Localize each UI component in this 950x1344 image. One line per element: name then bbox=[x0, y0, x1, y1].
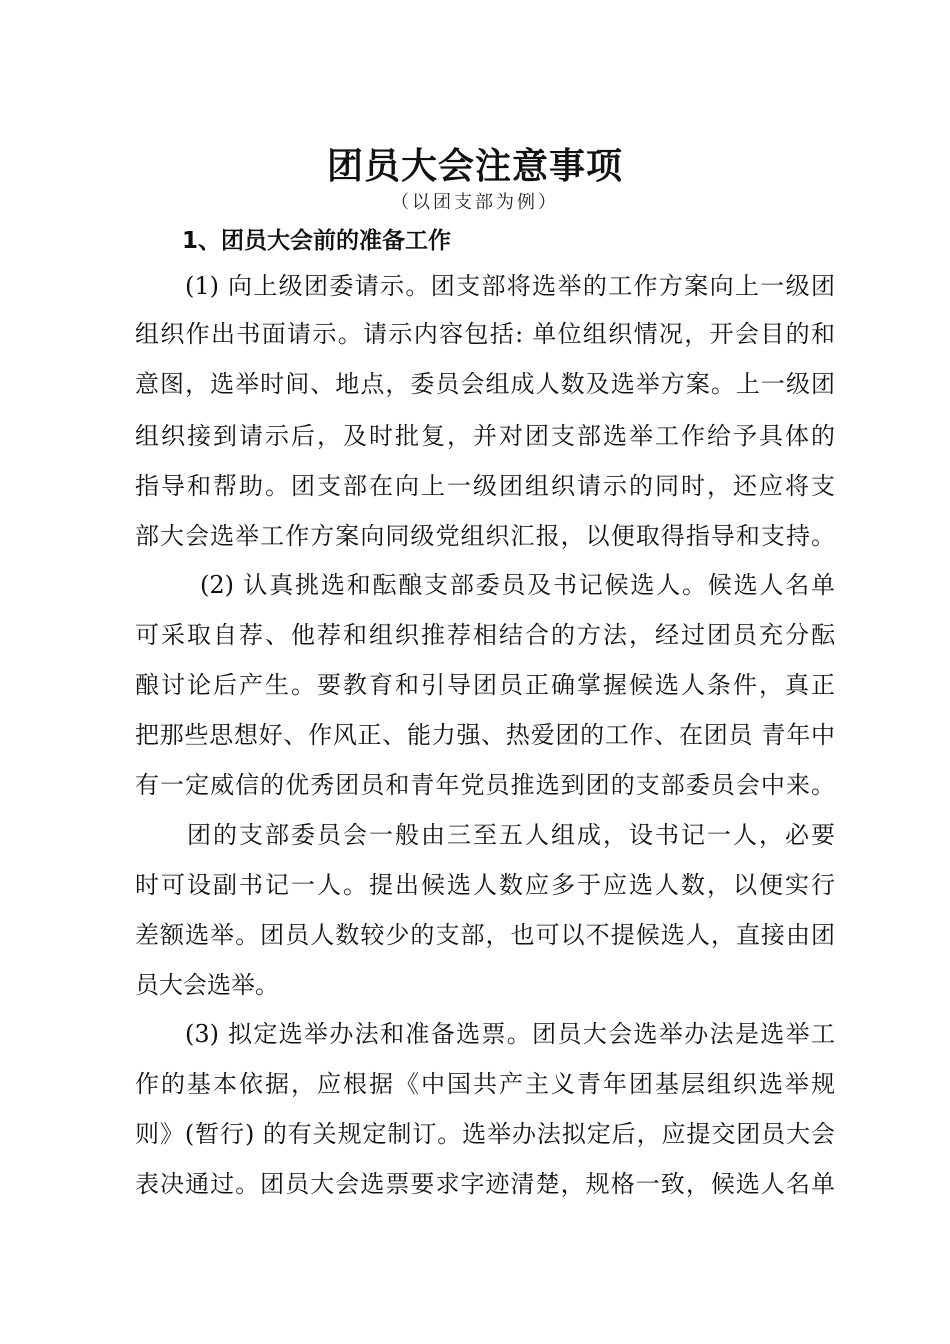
paragraph-line: 团的支部委员会一般由三至五人组成，设书记一人，必要 bbox=[187, 821, 835, 849]
paragraph-line: 把那些思想好、作风正、能力强、热爱团的工作、在团员 青年中 bbox=[135, 721, 835, 749]
paragraph-line: 作的基本依据，应根据《中国共产主义青年团基层组织选举规 bbox=[135, 1070, 835, 1098]
paragraph-line: 组织接到请示后，及时批复，并对团支部选举工作给予具体的 bbox=[135, 422, 835, 450]
section-heading: 1、团员大会前的准备工作 bbox=[182, 228, 452, 254]
paragraph-line: 差额选举。团员人数较少的支部，也可以不提候选人，直接由团 bbox=[135, 921, 835, 949]
document-subtitle: （以团支部为例） bbox=[391, 192, 559, 213]
paragraph-line: 指导和帮助。团支部在向上一级团组织请示的同时，还应将支 bbox=[135, 472, 835, 500]
paragraph-line: 员大会选举。 bbox=[135, 971, 279, 999]
paragraph-line: (1) 向上级团委请示。团支部将选举的工作方案向上一级团 bbox=[185, 272, 835, 300]
paragraph-line: 组织作出书面请示。请示内容包括: 单位组织情况，开会目的和 bbox=[135, 320, 835, 348]
paragraph-line: (2) 认真挑选和酝酿支部委员及书记候选人。候选人名单 bbox=[200, 571, 835, 599]
paragraph-line: 酿讨论后产生。要教育和引导团员正确掌握候选人条件，真正 bbox=[135, 671, 835, 699]
paragraph-line: (3) 拟定选举办法和准备选票。团员大会选举办法是选举工 bbox=[185, 1020, 835, 1048]
paragraph-line: 部大会选举工作方案向同级党组织汇报，以便取得指导和支持。 bbox=[135, 522, 835, 550]
paragraph-line: 有一定威信的优秀团员和青年党员推选到团的支部委员会中来。 bbox=[135, 771, 835, 799]
paragraph-line: 表决通过。团员大会选票要求字迹清楚，规格一致，候选人名单 bbox=[135, 1170, 835, 1198]
paragraph-line: 可采取自荐、他荐和组织推荐相结合的方法，经过团员充分酝 bbox=[135, 621, 835, 649]
paragraph-line: 意图，选举时间、地点，委员会组成人数及选举方案。上一级团 bbox=[135, 370, 835, 398]
paragraph-line: 则》(暂行) 的有关规定制订。选举办法拟定后，应提交团员大会 bbox=[135, 1120, 835, 1148]
document-title: 团员大会注意事项 bbox=[326, 145, 623, 187]
paragraph-line: 时可设副书记一人。提出候选人数应多于应选人数，以便实行 bbox=[135, 871, 835, 899]
